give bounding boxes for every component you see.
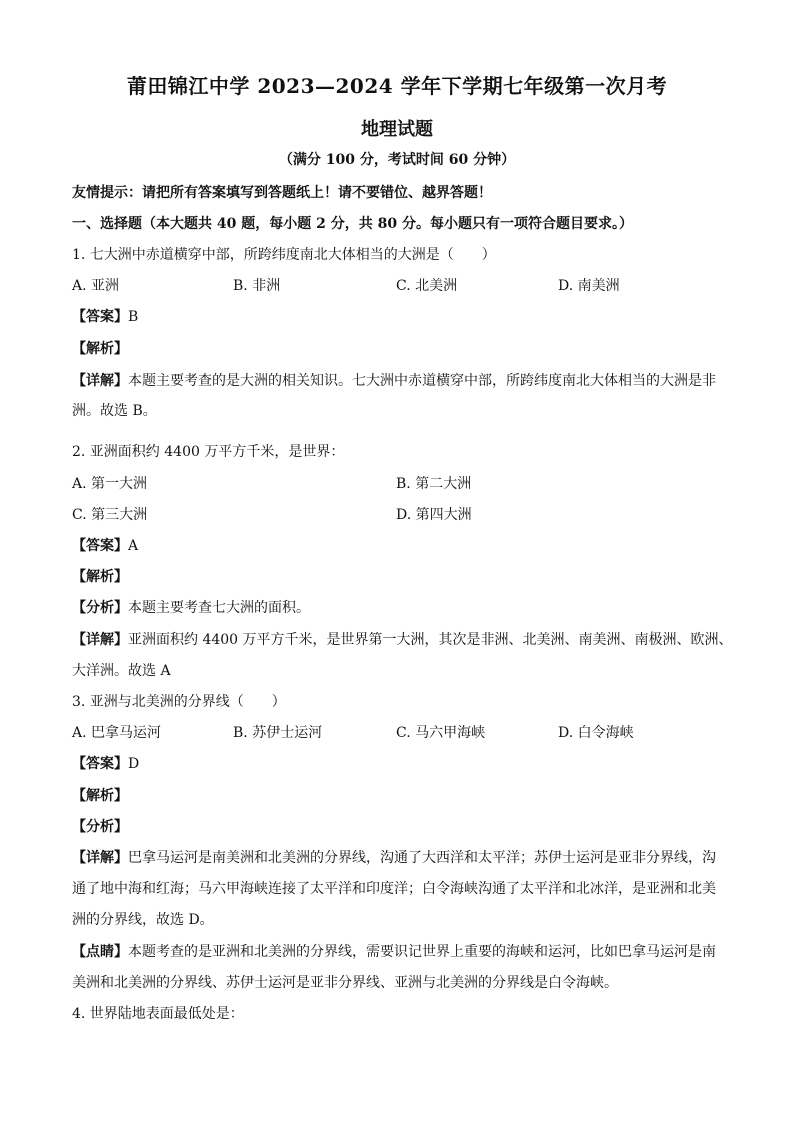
q1-detail-line-2: 洲。故选 B。: [72, 403, 157, 419]
q2-answer-value: A: [128, 538, 139, 554]
fenxi-label: 【分析】: [72, 819, 128, 835]
q3-option-a: A. 巴拿马运河: [72, 725, 162, 741]
q3-detail-line-1: [72, 847, 716, 867]
q2-option-c: C. 第三大洲: [72, 507, 148, 523]
q3-answer-value: D: [128, 756, 140, 772]
q1-analysis-label: [72, 338, 128, 358]
q1-option-d: D. 南美洲: [558, 278, 620, 294]
subject-title: 地理试题: [361, 119, 433, 140]
answer-label: 【答案】: [72, 309, 128, 325]
q3-option-c: C. 马六甲海峡: [396, 725, 486, 741]
q1-detail-line-1: [72, 370, 716, 390]
friendly-tip: 友情提示：请把所有答案填写到答题纸上！请不要错位、越界答题！: [72, 185, 492, 201]
q2-fenxi: [72, 597, 310, 617]
q2-detail-line-1: [72, 629, 733, 649]
q2-fenxi-text: 本题主要考查七大洲的面积。: [128, 600, 310, 616]
answer-label: 【答案】: [72, 756, 128, 772]
q3-option-b: B. 苏伊士运河: [233, 725, 323, 741]
q1-answer: [72, 306, 138, 326]
q2-analysis-label: [72, 566, 128, 586]
q1-option-b: B. 非洲: [233, 278, 281, 294]
q2-option-d: D. 第四大洲: [396, 507, 472, 523]
q3-fenxi-label: [72, 816, 128, 836]
analysis-label: 【解析】: [72, 569, 128, 585]
q3-dianjing-text-1: 本题考查的是亚洲和北美洲的分界线，需要识记世界上重要的海峡和运河，比如巴拿马运河是南: [128, 944, 716, 960]
q3-detail-line-3: 洲的分界线，故选 D。: [72, 912, 214, 928]
exam-title: 莆田锦江中学 2023—2024 学年下学期七年级第一次月考: [126, 74, 668, 98]
dianjing-label: 【点睛】: [72, 944, 128, 960]
answer-label: 【答案】: [72, 538, 128, 554]
q2-detail-line-2: 大洋洲。故选 A: [72, 663, 171, 679]
q2-option-a: A. 第一大洲: [72, 476, 148, 492]
question-4-stem: 4. 世界陆地表面最低处是：: [72, 1006, 244, 1022]
q1-detail-text-1: 本题主要考查的是大洲的相关知识。七大洲中赤道横穿中部，所跨纬度南北大体相当的大洲是非: [128, 373, 716, 389]
q3-dianjing-line-1: [72, 941, 716, 961]
analysis-label: 【解析】: [72, 788, 128, 804]
detail-label: 【详解】: [72, 373, 128, 389]
q3-dianjing-line-2: 美洲和北美洲的分界线、苏伊士运河是亚非分界线、亚洲与北美洲的分界线是白令海峡。: [72, 975, 618, 991]
q3-detail-line-2: 通了地中海和红海；马六甲海峡连接了太平洋和印度洋；白令海峡沟通了太平洋和北冰洋，是亚洲和北美: [72, 881, 716, 897]
exam-info: （满分 100 分，考试时间 60 分钟）: [278, 152, 516, 168]
q2-option-b: B. 第二大洲: [396, 476, 472, 492]
q1-answer-value: B: [128, 309, 139, 325]
fenxi-label: 【分析】: [72, 600, 128, 616]
q1-option-a: A. 亚洲: [72, 278, 120, 294]
section-heading: 一、选择题（本大题共 40 题，每小题 2 分，共 80 分。每小题只有一项符合题目要求。）: [72, 216, 633, 232]
detail-label: 【详解】: [72, 632, 128, 648]
question-2-stem: 2. 亚洲面积约 4400 万平方千米，是世界：: [72, 444, 345, 460]
q1-option-c: C. 北美洲: [396, 278, 458, 294]
q3-answer: [72, 753, 139, 773]
q3-analysis-label: [72, 785, 128, 805]
q2-answer: [72, 535, 138, 555]
q2-detail-text-1: 亚洲面积约 4400 万平方千米，是世界第一大洲，其次是非洲、北美洲、南美洲、南极洲、欧洲、: [128, 632, 733, 648]
q3-option-d: D. 白令海峡: [558, 725, 634, 741]
detail-label: 【详解】: [72, 850, 128, 866]
analysis-label: 【解析】: [72, 341, 128, 357]
question-3-stem: 3. 亚洲与北美洲的分界线（ ）: [72, 694, 286, 710]
q3-detail-text-1: 巴拿马运河是南美洲和北美洲的分界线，沟通了大西洋和太平洋；苏伊士运河是亚非分界线，沟: [128, 850, 716, 866]
question-1-stem: 1. 七大洲中赤道横穿中部，所跨纬度南北大体相当的大洲是（ ）: [72, 247, 496, 263]
